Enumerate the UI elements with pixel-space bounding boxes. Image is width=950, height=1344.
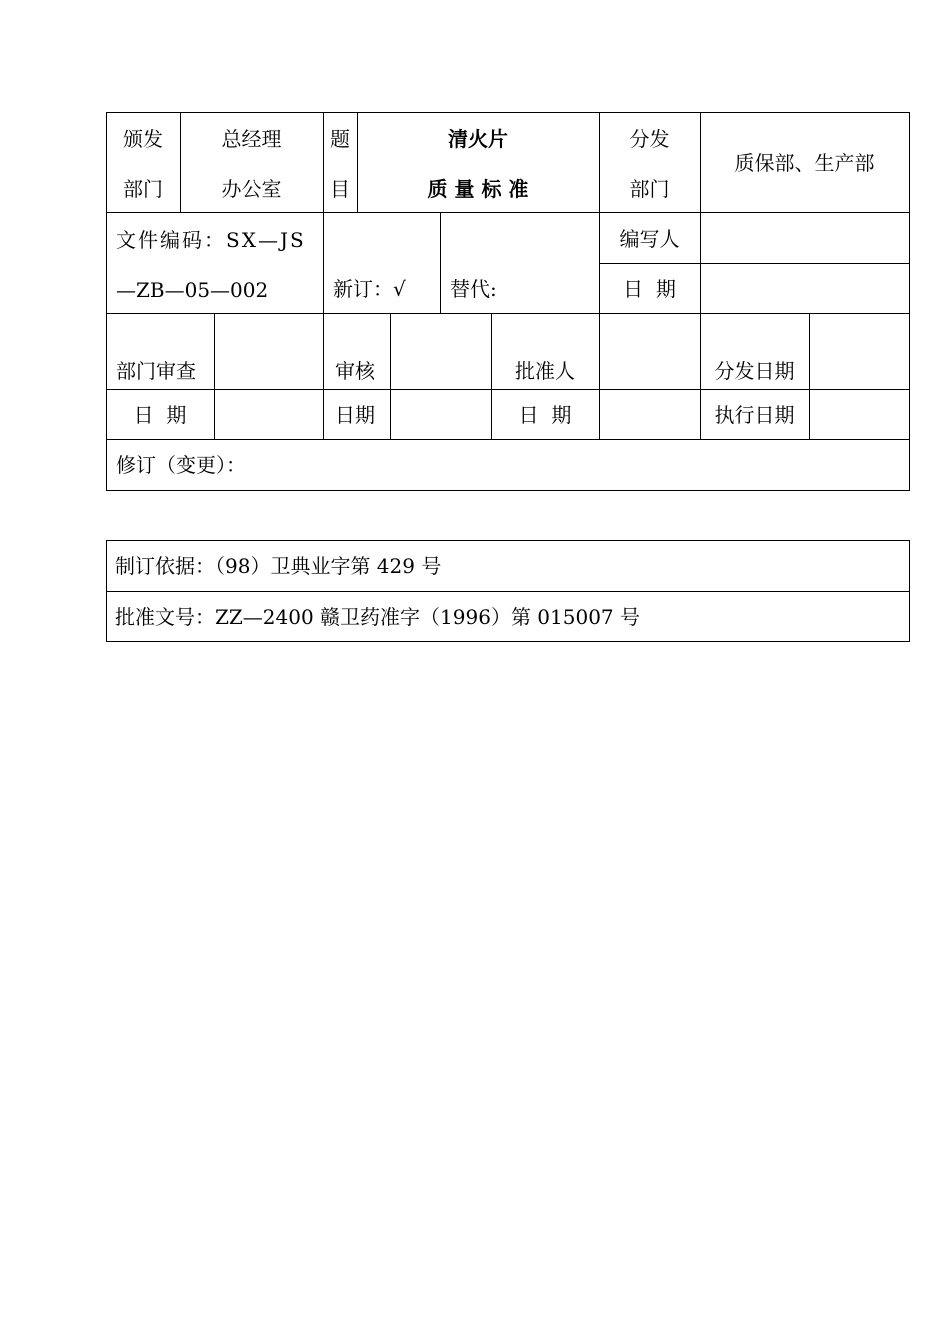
document-title-line2: 质 量 标 准 — [427, 177, 529, 201]
col-divider — [599, 313, 600, 439]
distrib-dept-label-line1: 分发 — [629, 127, 670, 151]
distrib-dept-value: 质保部、生产部 — [734, 151, 875, 175]
file-code-line2: —ZB—05—002 — [116, 278, 269, 302]
subject-label — [323, 114, 357, 214]
col-divider — [440, 212, 441, 313]
table-border-right — [909, 540, 910, 642]
header-table — [106, 112, 910, 491]
table-border-top — [106, 112, 910, 113]
col-divider — [323, 212, 324, 313]
review-date-label: 日期 — [335, 403, 375, 427]
revision-label: 修订（变更）： — [116, 453, 246, 477]
new-revision: 新订：√ — [333, 277, 406, 301]
issuing-dept-label-line2: 部门 — [123, 177, 163, 201]
dept-review-date-label: 日 期 — [133, 403, 187, 427]
file-code — [116, 215, 323, 315]
distrib-dept-label-line2: 部门 — [629, 177, 670, 201]
col-divider — [809, 313, 810, 439]
subject-label-line2: 目 — [330, 177, 350, 201]
col-divider — [390, 313, 391, 439]
distribution-date-label: 分发日期 — [714, 359, 795, 383]
basis-table — [106, 540, 910, 643]
issuing-dept-value — [180, 114, 323, 214]
issuing-dept-label — [106, 114, 180, 214]
dept-review-label: 部门审查 — [116, 359, 196, 383]
basis-line: 制订依据：（98）卫典业字第 429 号 — [115, 554, 442, 578]
approver-label: 批准人 — [515, 359, 575, 383]
document-title — [357, 114, 599, 214]
file-code-line1: 文件编码：SX—JS — [116, 228, 306, 252]
document-title-line1: 清火片 — [448, 127, 508, 151]
subject-label-line1: 题 — [330, 127, 350, 151]
col-divider — [323, 313, 324, 439]
table-border-right — [909, 112, 910, 491]
writer-date-label: 日 期 — [623, 277, 676, 301]
col-divider — [214, 313, 215, 439]
replaces: 替代: — [450, 277, 497, 301]
approver-date-label: 日 期 — [518, 403, 572, 427]
approval-number-line: 批准文号：ZZ—2400 赣卫药准字（1996）第 015007 号 — [115, 605, 641, 629]
table-border-left — [106, 540, 107, 642]
execution-date-label: 执行日期 — [714, 403, 795, 427]
col-divider — [700, 212, 701, 313]
review-label: 审核 — [335, 359, 375, 383]
writer-label: 编写人 — [619, 227, 680, 251]
issuing-dept-label-line1: 颁发 — [123, 127, 163, 151]
issuing-dept-value-line1: 总经理 — [221, 127, 282, 151]
issuing-dept-value-line2: 办公室 — [221, 177, 282, 201]
distrib-dept-label — [599, 114, 700, 214]
table-border-bottom — [106, 490, 910, 491]
